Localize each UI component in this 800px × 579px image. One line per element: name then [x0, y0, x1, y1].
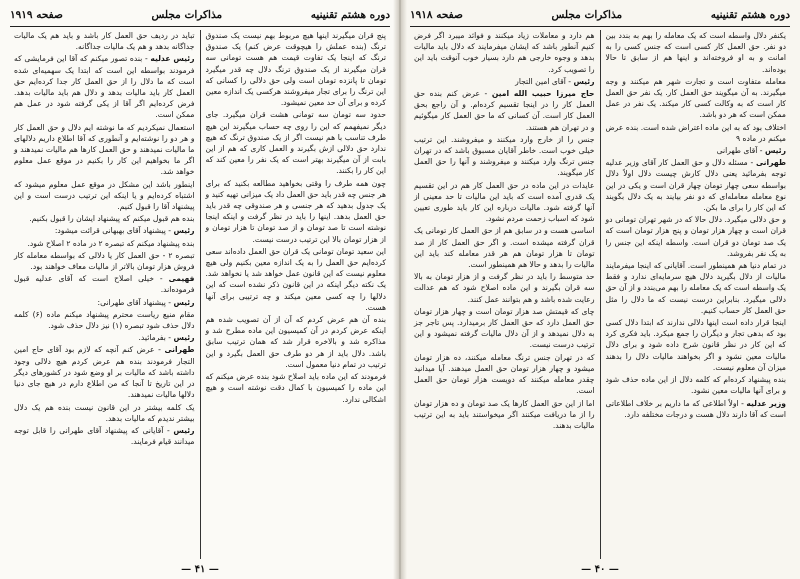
right-page-column-right — [602, 30, 791, 559]
paragraph — [206, 314, 387, 370]
paragraph: رئیس - آقای طهرانی — [716, 146, 786, 156]
paragraph — [414, 352, 595, 397]
paragraph-text: اینجا قرار داده است اینها دلالی ندارند که ابتدا دلال کسی بود که بدهی تجار و دیگران را جمع میکرد. باید فکری کرد که این کار در نظر قانون شرح داده شود و برای دلال مالیات معین نشود و اگر بخواهند مالیات دلال را بدهند میزان آن معلوم نیست. — [605, 318, 786, 372]
paragraph-text: پنج قران میگیرند اینها هیچ مربوط بهم نیست یک صندوق ترنگ (بنده عملش را هیچوقت عرض کنم) یک صندوق ترنگ که اینجا یک تفاوت قیمت هم هست تومانی سه قران میگیرند از یک صندوق ترنگ دلال چه قدر میگیرد تومان تا پانزده تومان است ولی حق دلالی را کسانی که این ترنگ را برای تجار میفروشند هرکسی یک اندازه معین کرده و برای آن حد معین نمیشود. — [205, 31, 386, 108]
paragraph — [206, 109, 387, 176]
right-session-label: دوره هشتم تقنینیه — [710, 9, 790, 21]
paragraph-text: بنده هم قبول میکنم که پیشنهاد ایشان را قبول بکنیم. — [29, 214, 195, 224]
paragraph: حاج میرزا حبیب الله امین - عرض کنم بنده حق العمل کار را در اینجا تقسیم کرده‌ام. و آن راجع بحق العمل کار است. آن کسانی که ما حق العمل کار میگوئیم و در تهران هم هستند. — [414, 89, 595, 132]
paragraph — [206, 30, 387, 108]
paragraph-text: و حق دلالی میگیرد. دلال حالا که در شهر تهران تومانی دو قران است و چهار هزار تومان و پنج هزار تومان است که یک صد تومان دو قران است. واسطه اینکه این جنس را به یک نفر بفروشد. — [605, 215, 786, 258]
paragraph-text: پیشنهاد آقای طهرانی: — [97, 297, 166, 307]
right-page-number: — ۴۰ — — [581, 564, 619, 575]
right-title: مذاکرات مجلس — [551, 9, 623, 21]
paragraph — [606, 214, 787, 259]
paragraph — [414, 180, 595, 225]
column-divider — [600, 30, 601, 559]
paragraph — [14, 122, 195, 178]
left-page-header — [10, 6, 390, 27]
paragraph-text: هم دارد و معاملات زیاد میکنند و فوائد میبرد اگر فرض کنیم آنطور باشد که ایشان میفرمایند که دلال باید مالیات بدهد و وجوه خارجی هم دارد بسیار خوب آنوقت باید این را تصویب کرد. — [414, 31, 595, 74]
speaker-name: رئیس — [573, 76, 595, 86]
paragraph — [14, 179, 195, 213]
paragraph-text: یک کلمه بیشتر در این قانون نیست بنده هم یک دلال بیشتر ندیدم که مالیات بدهد. — [14, 402, 195, 423]
paragraph-text: اختلاف بود که به این ماده اعتراض شده است. بنده عرض میکنم در ماده ۹ — [605, 122, 786, 143]
speaker-name: حاج میرزا حبیب الله امین — [491, 89, 595, 99]
paragraph-text: مسئله دلال و حق العمل کار آقای وزیر عدلیه توجه بفرمائید یعنی دلال کارش چیست دلال اولاً دلال بواسطه سعی چهار تومان چهار قران است و یکی در این نوع معامله معامله‌ای که دو نفر بیایند به یک دلال بگویند که این کار را برای ما بکن. — [605, 158, 786, 213]
paragraph — [14, 238, 195, 249]
paragraph: رئیس - پیشنهاد آقای بهبهانی قرائت میشود: — [54, 226, 195, 236]
paragraph-text: مقام منیع ریاست محترم پیشنهاد میکنم ماده (۶) کلمه دلال حذف شود تبصره (۱) نیز دلال حذف شود. — [14, 309, 195, 331]
paragraph-text: فرمودند که این ماده باید اصلاح شود بنده عرض میکنم که این ماده را کمیسیون با کمال دقت نوشته است و هیچ اشکالی ندارد. — [205, 372, 386, 404]
column-divider — [200, 30, 201, 559]
paragraph-text: حدود سه تومان سه تومانی هشت قران میگیرد. جای دیگر نمیفهمم که این را روی چه حساب میگیرند این هیچ طرف تناسب با هم نیست اگر از یک صندوق ترنگ که هیچ ندارد حق دلالی ازش بگیرند و العمل کاری که هم از این بابت از آن میگیرند بهتر است که یک نفر را معین کند که این کار را بکنند. — [205, 110, 386, 176]
paragraph — [14, 309, 195, 331]
speaker-name: طهرانی — [755, 158, 786, 168]
paragraph: فهیمی - خیلی اصلاح است که آقای عدلیه قبول فرموده‌اند. — [14, 274, 195, 295]
paragraph-text: بفرمائید. — [138, 333, 166, 343]
paragraph — [414, 134, 595, 179]
speaker-name: رئیس — [173, 425, 195, 435]
left-page-column-right — [202, 30, 391, 559]
paragraph-text: آقایانی که پیشنهاد آقای طهرانی را قابل توجه میدانند قیام فرمایند. — [14, 425, 195, 447]
paragraph-text: معامله متفاوت است و تجارت شهر هم میکنند و وجه میگیرند. به آن میگویند حق العمل کار. یک نفر حق العمل کار است که به وکالت کسی کار میکند. یک نفر در عمل ممکن است که هر دو باشد. — [605, 76, 786, 120]
paragraph: رئیس عدلیه - بنده تصور میکنم که آقا این فرمایشی که فرمودند بواسطه این است که ابتدا یک سهمیه‌ای شده است که ما دلال را از حق العمل کار جدا کرده‌ایم حق العمل کار باید مالیات بدهد و دلال هم باید مالیات بدهد. فرض کرده‌ایم اگر آقا از یکی گرفته شود در عمل هم ممکن است. — [14, 54, 195, 120]
right-page-label: صفحه ۱۹۱۸ — [410, 9, 463, 21]
paragraph-text: تباید در ردیف حق العمل کار باشد و باید هم یک مالیات جداگانه بدهد و هم یک مالیات جداگانه. — [14, 31, 195, 52]
paragraph-text: آقای امین التجار — [515, 76, 566, 86]
paragraph-text: بنده تصور میکنم که آقا این فرمایشی که فرمودند بواسطه این است که ابتدا یک سهمیه‌ای شده است که ما دلال را از حق العمل کار جدا کرده‌ایم حق العمل کار باید مالیات بدهد و دلال هم باید مالیات بدهد. فرض کرده‌ایم اگر آقا از یکی گرفته شود در عمل هم ممکن است. — [14, 54, 195, 120]
paragraph — [414, 225, 595, 270]
paragraph: رئیس - پیشنهاد آقای طهرانی: — [97, 297, 195, 307]
right-page-columns — [410, 30, 790, 559]
paragraph-text: استعمال نمیکردیم که ما نوشته ایم دلال و حق العمل کار و هر دو را نوشته‌ایم و آنطوری که آقا اطلاع داریم دلالهای ما مالیات نمیدهند و حق العمل کارها هم مالیات نمیدهند و اگر ما بخواهیم این کار را بکنیم در موقع عمل معلوم خواهد شد. — [14, 122, 195, 177]
paragraph-text: یکنفر دلال واسطه است که یک معامله را بهم به بندد بین دو نفر. حق العمل کار کسی است که جنس کسی را به امانت و به او فروخته‌اند و اینها هم از سابق تا حالا بوده‌اند. — [605, 31, 786, 74]
paragraph: طهرانی - مسئله دلال و حق العمل کار آقای وزیر عدلیه توجه بفرمائید یعنی دلال کارش چیست دلال اولاً دلال بواسطه سعی چهار تومان چهار قران است و یکی در این نوع معامله معامله‌ای که دو نفر بیایند به یک دلال بگویند که این کار را برای ما بکن. — [605, 158, 786, 213]
paragraph — [606, 317, 787, 373]
speaker-name: وزیر عدلیه — [746, 398, 786, 408]
paragraph-text: اما از این حق العمل کارها یک صد تومان و ده هزار تومان را از ما دریافت میکنند اگر میخواستند باید به این ترتیب مالیات بدهند. — [414, 398, 595, 430]
paragraph — [206, 371, 387, 405]
paragraph — [414, 398, 595, 432]
paragraph — [606, 30, 787, 75]
left-page-columns — [10, 30, 390, 559]
speaker-name: طهرانی — [164, 345, 195, 355]
paragraph — [606, 76, 787, 121]
paragraph-text: بنده پیشنهاد میکنم که تبصره ۲ در ماده ۲ اصلاح شود. — [27, 238, 195, 248]
paragraph-text: که در تهران جنس ترنگ معامله میکنند، ده هزار تومان میشود و چهار هزار تومان حق العمل میدهند. آیا میدانید چقدر معامله میکنند که دویست هزار تومان حق العمل است. — [414, 352, 595, 396]
paragraph: رئیس - آقای امین التجار — [515, 76, 595, 86]
book-gutter — [393, 0, 407, 579]
paragraph — [606, 374, 787, 396]
paragraph-text: تبصره ۲ - حق العمل کار یا دلالی که بواسطه معامله کار فروش هزار تومان بالاتر از مالیات معاف خواهند بود. — [14, 250, 195, 272]
paragraph — [14, 213, 195, 224]
paragraph — [14, 250, 195, 272]
paragraph-text: بنده آن هم عرض کردم که آن از آن تصویب شده هم اینکه عرض کردم در آن کمیسیون این ماده مطرح شد و مذاکره شد و بالاخره قرار شد که همان ترتیب سابق باشد. دلال باید از هر دو طرف حق العمل بگیرد و این ترتیب در تمام دنیا معمول است. — [205, 315, 386, 369]
speaker-name: رئیس عدلیه — [150, 54, 195, 64]
speaker-name: رئیس — [173, 226, 195, 236]
paragraph — [206, 178, 387, 245]
paragraph — [606, 260, 787, 316]
left-title: مذاکرات مجلس — [151, 9, 223, 21]
speaker-name: رئیس — [764, 146, 786, 156]
speaker-name: فهیمی — [168, 274, 195, 284]
speaker-name: رئیس — [173, 297, 195, 307]
paragraph-text: در تمام دنیا هم همینطور است. آقایانی که اینجا میفرمایند مالیات از دلال بگیرید دلال هیچ سرمایه‌ای ندارد و فقط یک واسطه است که یک معامله را بهم می‌بندد و از آن حق دلالی میگیرد. بنابراین درست نیست که ما دلال را مثل حق العمل کار حساب کنیم. — [605, 261, 786, 315]
left-page-number: — ۴۱ — — [181, 564, 219, 575]
paragraph-text: آقای طهرانی — [716, 146, 758, 156]
paragraph-text: پیشنهاد آقای بهبهانی قرائت میشود: — [54, 226, 166, 236]
paragraph-text: چای که قیمتش صد هزار تومان است و چهار هزار تومان حق العمل دارد که حق العمل کار برمیدارد. پس تاجر جز به دلال نمیدهد و از آن دلال مالیات گرفته نمیشود و این ترتیب درست نیست. — [414, 306, 595, 350]
paragraph — [606, 122, 787, 144]
paragraph-text: این سعید تومان تومانی یک قران حق العمل داده‌اند سعی کرده‌ایم حق العمل را به یک اندازه معین بکنیم ولی هیچ معلوم نیست که این قانون عمل خواهد شد یا نخواهد شد. یک نکته دیگر اینکه در این قانون ذکر نشده است که این دلالها را چه کسی معین میکند و چه ترتیبی برای آنها هست. — [205, 246, 386, 312]
paragraph — [14, 30, 195, 52]
paragraph — [414, 271, 595, 305]
right-page-header — [410, 6, 790, 27]
paragraph: رئیس - آقایانی که پیشنهاد آقای طهرانی را قابل توجه میدانند قیام فرمایند. — [14, 425, 195, 447]
paragraph-text: جنس را از خارج وارد میکنند و میفروشند. این ترتیب خیلی خوب است. خاطر آقایان مسبوق باشد که در تهران جنس ترنگ وارد میکنند و میفروشند و آنها را حق العمل کار میگویند. — [414, 134, 595, 178]
paragraph-text: خیلی اصلاح است که آقای عدلیه قبول فرموده‌اند. — [14, 274, 195, 295]
right-page-column-left — [410, 30, 599, 559]
left-session-label: دوره هشتم تقنینیه — [310, 9, 390, 21]
paragraph: رئیس - بفرمائید. — [138, 333, 195, 343]
paragraph — [206, 246, 387, 313]
paragraph-text: اساسی هست و در سابق هم از حق العمل کار تومانی یک قران گرفته میشده است. و اگر حق العمل کار از صد تومان تا هزار تومان هم هر قدر معامله کند باید این مالیات را بدهد و حالا هم همینطور است. — [414, 226, 595, 270]
paragraph-text: بنده پیشنهاد کرده‌ام که کلمه دلال از این ماده حذف شود و برای آنها مالیات معین نشود. — [605, 375, 786, 396]
paragraph: وزیر عدلیه - اولاً اطلاعی که ما داریم بر خلاف اطلاعاتی است که آقا دارند دلال هست و درجات مختلفه دارد. — [605, 398, 786, 419]
paragraph-text: عایدات در این ماده در حق العمل کار هم در این تقسیم یک قدری آمده است که باید این مالیات تا حد معینی از آنها گرفته شود. مالیات درباره این کار باید طوری تعیین شود که اسباب زحمت مردم نشود. — [414, 180, 595, 224]
paragraph — [414, 306, 595, 351]
right-page — [400, 0, 800, 579]
speaker-name: رئیس — [173, 333, 195, 343]
paragraph — [414, 30, 595, 75]
paragraph-text: اولاً اطلاعی که ما داریم بر خلاف اطلاعاتی است که آقا دارند دلال هست و درجات مختلفه دارد. — [605, 398, 786, 419]
paragraph-text: چون همه طرف را وقتی بخواهید مطالعه بکنید که برای هر جنس چه قدر باید حق العمل داد یک میزانی تهیه کنید و یک جدول بدهید که هر جنسی و هر صندوقی چه قدر باید حق العمل بدهد. اینها را باید در نظر گرفت و اینکه اینجا نوشته است تا صد تومان و از صد تومان تا هزار تومان و از هزار تومان بالا این ترتیب درست نیست. — [205, 178, 386, 244]
paragraph-text: اینطور باشد این مشکل در موقع عمل معلوم میشود که اشتباه کرده‌ایم و یا اینکه این ترتیب درست است و این پیشنهاد آقا را قبول کنیم. — [14, 179, 195, 212]
paragraph-text: عرض کنم بنده حق العمل کار را در اینجا تقسیم کرده‌ام. و آن راجع بحق العمل کار است. آن کسانی که ما حق العمل کار میگوئیم و در تهران هم هستند. — [414, 89, 595, 132]
left-page-column-left — [10, 30, 199, 559]
paragraph: طهرانی - عرض کنم آنچه که لازم بود آقای حاج امین التجار فرمودند بنده هم عرض کردم هیچ دلالی وجود داشته باشد که مالیات بر او وضع شود در کشورهای دیگر در این تاریخ تا آنجا که من اطلاع دارم در هیچ جای دنیا دلالها مالیات نمیدهند. — [14, 345, 195, 400]
paragraph — [14, 402, 195, 424]
paragraph-text: حد متوسط را باید در نظر گرفت و از هزار تومان به بالا سه قران بگیرند و این ماده اصلاح شود که هم عدالت رعایت شده باشد و هم بتوانند عمل کنند. — [414, 272, 595, 304]
left-page-label: صفحه ۱۹۱۹ — [10, 9, 63, 21]
paragraph-text: عرض کنم آنچه که لازم بود آقای حاج امین التجار فرمودند بنده هم عرض کردم هیچ دلالی وجود داشته باشد که مالیات بر او وضع شود در کشورهای دیگر در این تاریخ تا آنجا که من اطلاع دارم در هیچ جای دنیا دلالها مالیات نمیدهند. — [14, 345, 195, 400]
